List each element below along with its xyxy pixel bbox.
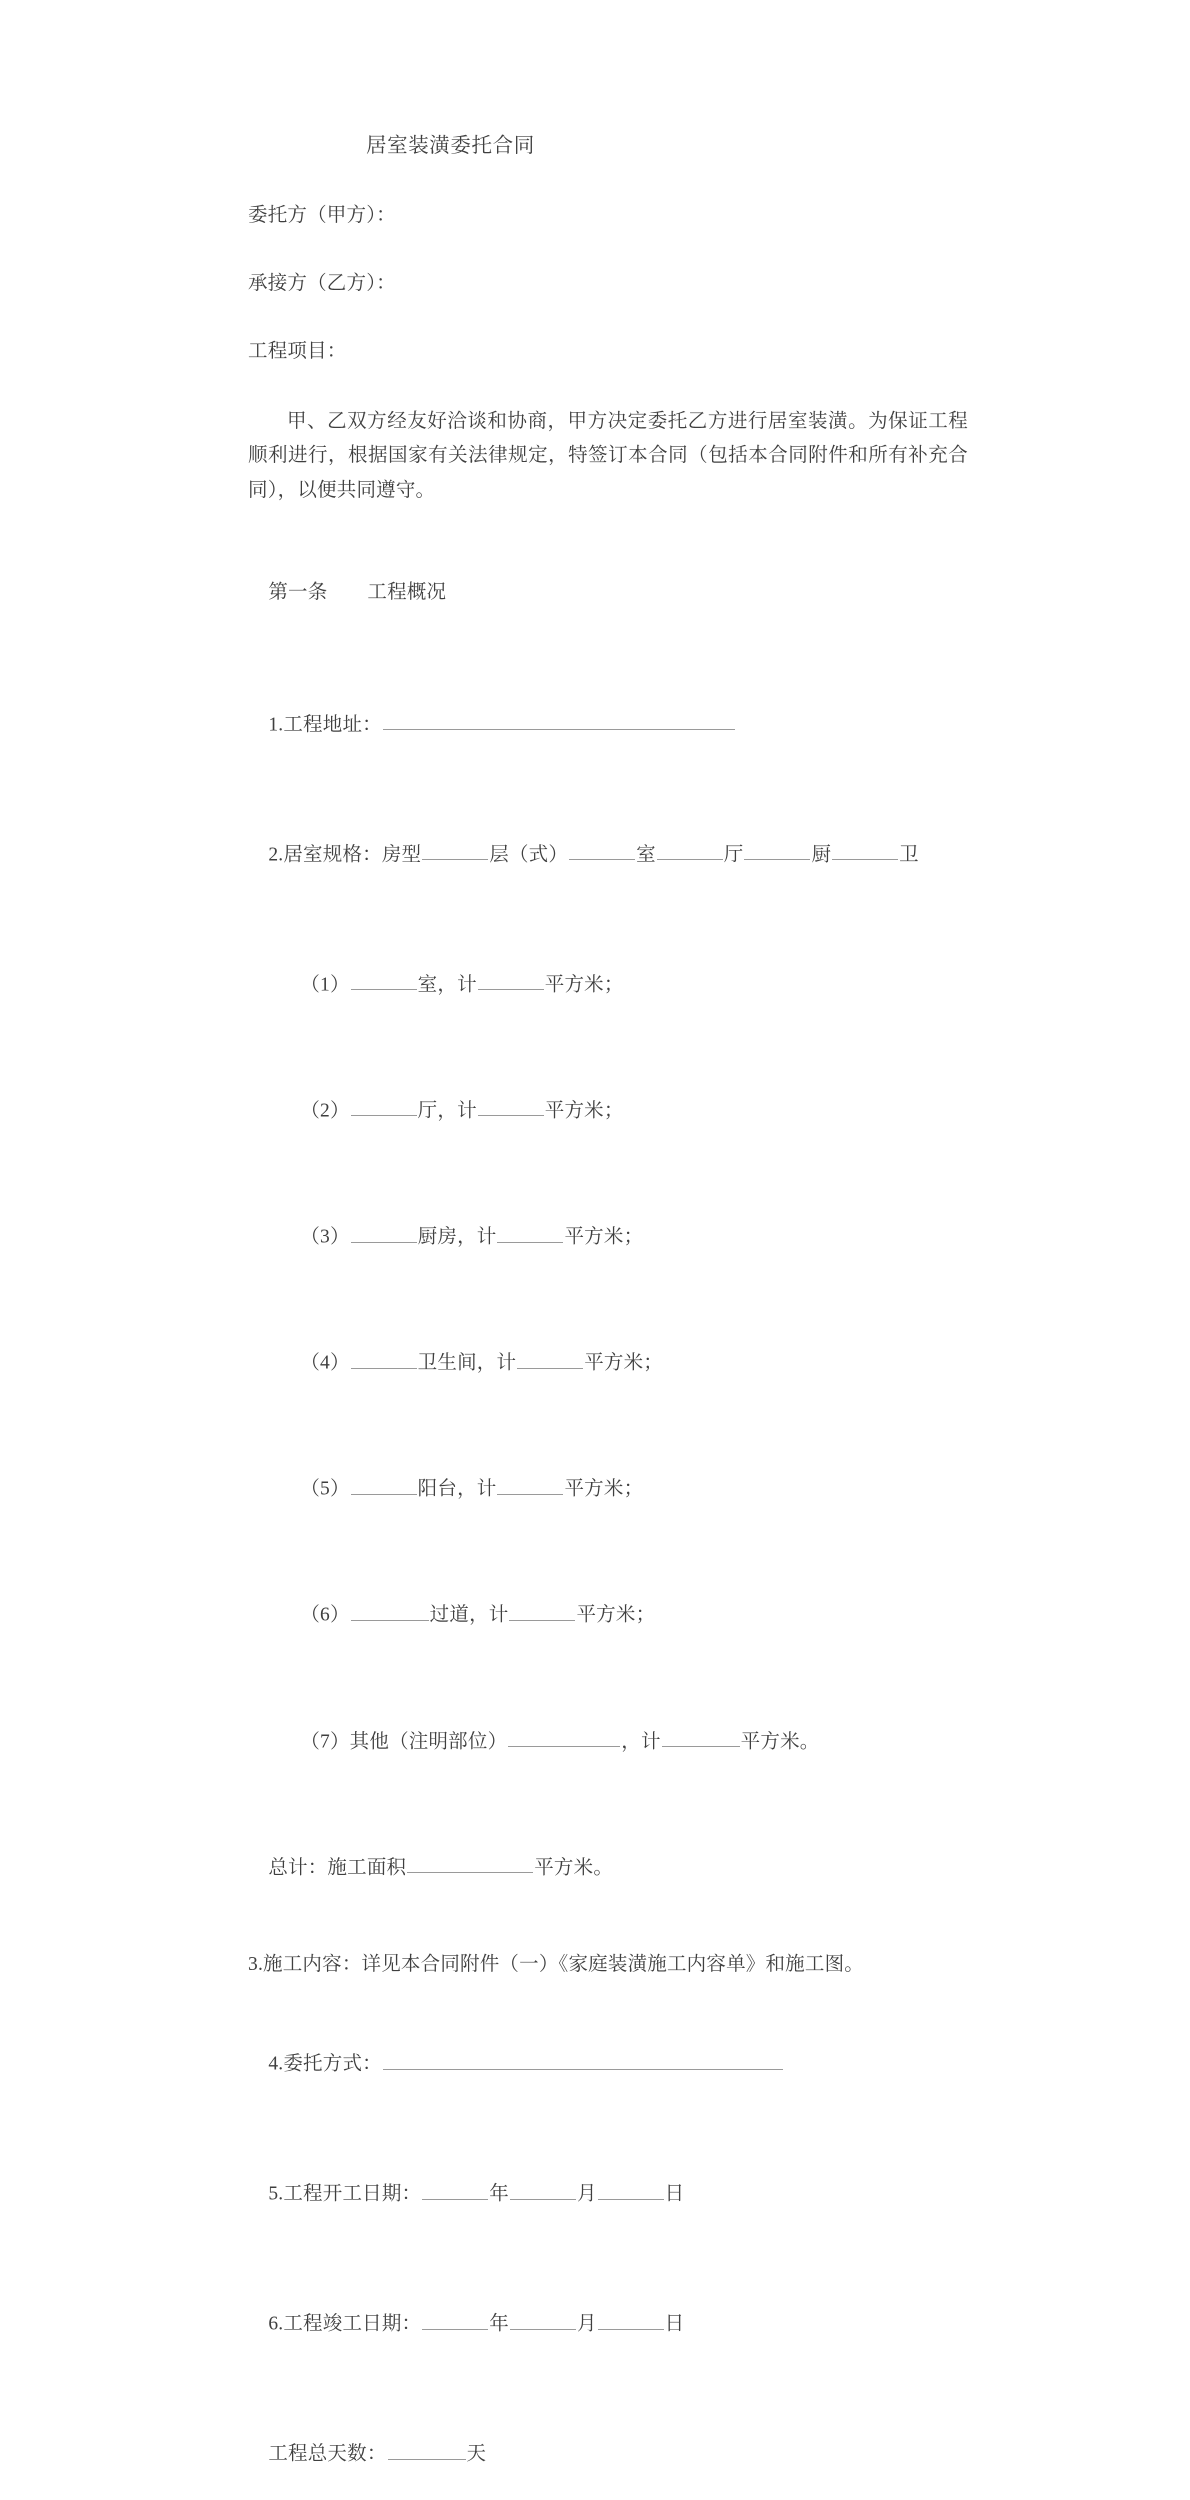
sub-item-corridor-count-blank[interactable]	[351, 1599, 429, 1620]
sub-item-bathroom-number: （4）	[300, 1352, 350, 1374]
completion-date-month-blank[interactable]	[510, 2308, 576, 2329]
party-b-label: 承接方（乙方）：	[248, 272, 396, 294]
total-area-unit: 平方米。	[534, 1857, 614, 1879]
start-date-day-blank[interactable]	[598, 2178, 664, 2199]
sub-item-kitchen-count-blank[interactable]	[351, 1221, 417, 1242]
sub-item-hall-count-blank[interactable]	[351, 1095, 417, 1116]
room-spec-hall-unit: 厅	[723, 844, 744, 866]
item-total-days-label: 工程总天数：	[268, 2443, 387, 2465]
sub-item-other-unit: 平方米。	[740, 1731, 820, 1753]
sub-item-kitchen	[280, 1191, 968, 1283]
project-label: 工程项目：	[248, 341, 347, 363]
sub-item-hall-unit: 平方米；	[544, 1100, 624, 1122]
item-completion-date-label: 6.工程竣工日期：	[268, 2313, 422, 2335]
start-date-month-unit: 月	[576, 2183, 597, 2205]
item-start-date	[248, 2148, 968, 2240]
start-date-day-unit: 日	[664, 2183, 685, 2205]
sub-item-bathroom-count-blank[interactable]	[351, 1347, 417, 1368]
total-days-blank[interactable]	[388, 2438, 466, 2459]
item-construction-content: 3.施工内容：详见本合同附件（一）《家庭装潢施工内容单》和施工图。	[248, 1953, 864, 1975]
sub-item-bedroom-unit: 平方米；	[544, 974, 624, 996]
project-address-blank[interactable]	[383, 709, 735, 730]
completion-date-year-unit: 年	[489, 2313, 509, 2335]
room-spec-floor-blank[interactable]	[422, 839, 488, 860]
item-room-spec	[248, 809, 968, 901]
page-title: 居室装潢委托合同	[366, 135, 535, 157]
sub-item-hall-number: （2）	[300, 1100, 350, 1122]
sub-item-balcony-number: （5）	[300, 1478, 350, 1500]
sub-item-hall-label: 厅，计	[417, 1100, 477, 1122]
sub-item-hall-area-blank[interactable]	[478, 1095, 544, 1116]
sub-item-other-location-blank[interactable]	[508, 1726, 620, 1747]
start-date-year-blank[interactable]	[422, 2178, 488, 2199]
sub-item-kitchen-unit: 平方米；	[564, 1226, 644, 1248]
commission-method-blank[interactable]	[383, 2048, 783, 2069]
party-a-label: 委托方（甲方）：	[248, 204, 396, 226]
completion-date-day-unit: 日	[664, 2313, 685, 2335]
total-area-label: 总计：施工面积	[268, 1857, 407, 1879]
sub-item-balcony-unit: 平方米；	[564, 1478, 644, 1500]
sub-item-corridor-label: 过道，计	[429, 1604, 509, 1626]
sub-item-corridor-number: （6）	[300, 1604, 350, 1626]
sub-item-hall	[280, 1065, 968, 1157]
room-spec-bedroom-unit: 室	[636, 844, 656, 866]
clause-one-heading	[248, 548, 968, 639]
sub-item-balcony-label: 阳台，计	[417, 1478, 497, 1500]
item-total-days	[248, 2408, 968, 2500]
item-commission-method	[248, 2018, 968, 2110]
sub-item-kitchen-label: 厨房，计	[417, 1226, 497, 1248]
sub-item-kitchen-number: （3）	[300, 1226, 350, 1248]
sub-item-other-label: （7）其他（注明部位）	[300, 1731, 508, 1753]
sub-item-bathroom	[280, 1317, 968, 1409]
item-project-address	[248, 678, 968, 770]
room-spec-kitchen-unit: 厨	[811, 844, 832, 866]
sub-item-other-area-blank[interactable]	[662, 1726, 740, 1747]
item-start-date-label: 5.工程开工日期：	[268, 2183, 422, 2205]
total-days-unit: 天	[466, 2443, 487, 2465]
clause-one-number: 第一条	[268, 581, 328, 603]
sub-item-bedroom-area-blank[interactable]	[478, 969, 544, 990]
sub-item-bathroom-unit: 平方米；	[584, 1352, 663, 1374]
room-spec-hall-blank[interactable]	[657, 839, 723, 860]
sub-item-balcony-area-blank[interactable]	[497, 1473, 563, 1494]
completion-date-day-blank[interactable]	[598, 2308, 664, 2329]
sub-item-corridor-unit: 平方米；	[576, 1604, 656, 1626]
completion-date-month-unit: 月	[576, 2313, 597, 2335]
sub-item-bathroom-area-blank[interactable]	[517, 1347, 583, 1368]
sub-item-kitchen-area-blank[interactable]	[497, 1221, 563, 1242]
item-room-spec-label: 2.居室规格：房型	[268, 844, 422, 866]
sub-item-bedroom-label: 室，计	[417, 974, 477, 996]
sub-item-balcony	[280, 1443, 968, 1535]
total-area-line	[248, 1822, 968, 1914]
sub-item-bedroom-number: （1）	[300, 974, 350, 996]
sub-item-corridor	[280, 1569, 968, 1661]
item-project-address-label: 1.工程地址：	[268, 714, 382, 736]
sub-item-other-connector: ，计	[621, 1731, 661, 1753]
completion-date-year-blank[interactable]	[422, 2308, 488, 2329]
start-date-year-unit: 年	[489, 2183, 509, 2205]
sub-item-bedroom-count-blank[interactable]	[351, 969, 417, 990]
room-spec-floor-unit: 层（式）	[489, 844, 569, 866]
sub-item-balcony-count-blank[interactable]	[351, 1473, 417, 1494]
sub-item-bathroom-label: 卫生间，计	[417, 1352, 517, 1374]
total-area-blank[interactable]	[407, 1852, 533, 1873]
sub-item-bedroom	[280, 939, 968, 1031]
item-completion-date	[248, 2278, 968, 2370]
clause-one-title: 工程概况	[367, 581, 447, 603]
item-commission-method-label: 4.委托方式：	[268, 2053, 382, 2075]
sub-item-other	[280, 1695, 968, 1787]
room-spec-bath-unit: 卫	[899, 844, 919, 866]
room-spec-bath-blank[interactable]	[832, 839, 898, 860]
room-spec-kitchen-blank[interactable]	[744, 839, 810, 860]
start-date-month-blank[interactable]	[510, 2178, 576, 2199]
room-spec-bedroom-blank[interactable]	[569, 839, 635, 860]
sub-item-corridor-area-blank[interactable]	[509, 1599, 575, 1620]
preamble-paragraph: 甲、乙双方经友好洽谈和协商，甲方决定委托乙方进行居室装潢。为保证工程顺利进行，根据国家有关法律规定，特签订本合同（包括本合同附件和所有补充合同），以便共同遵守。	[248, 411, 968, 501]
